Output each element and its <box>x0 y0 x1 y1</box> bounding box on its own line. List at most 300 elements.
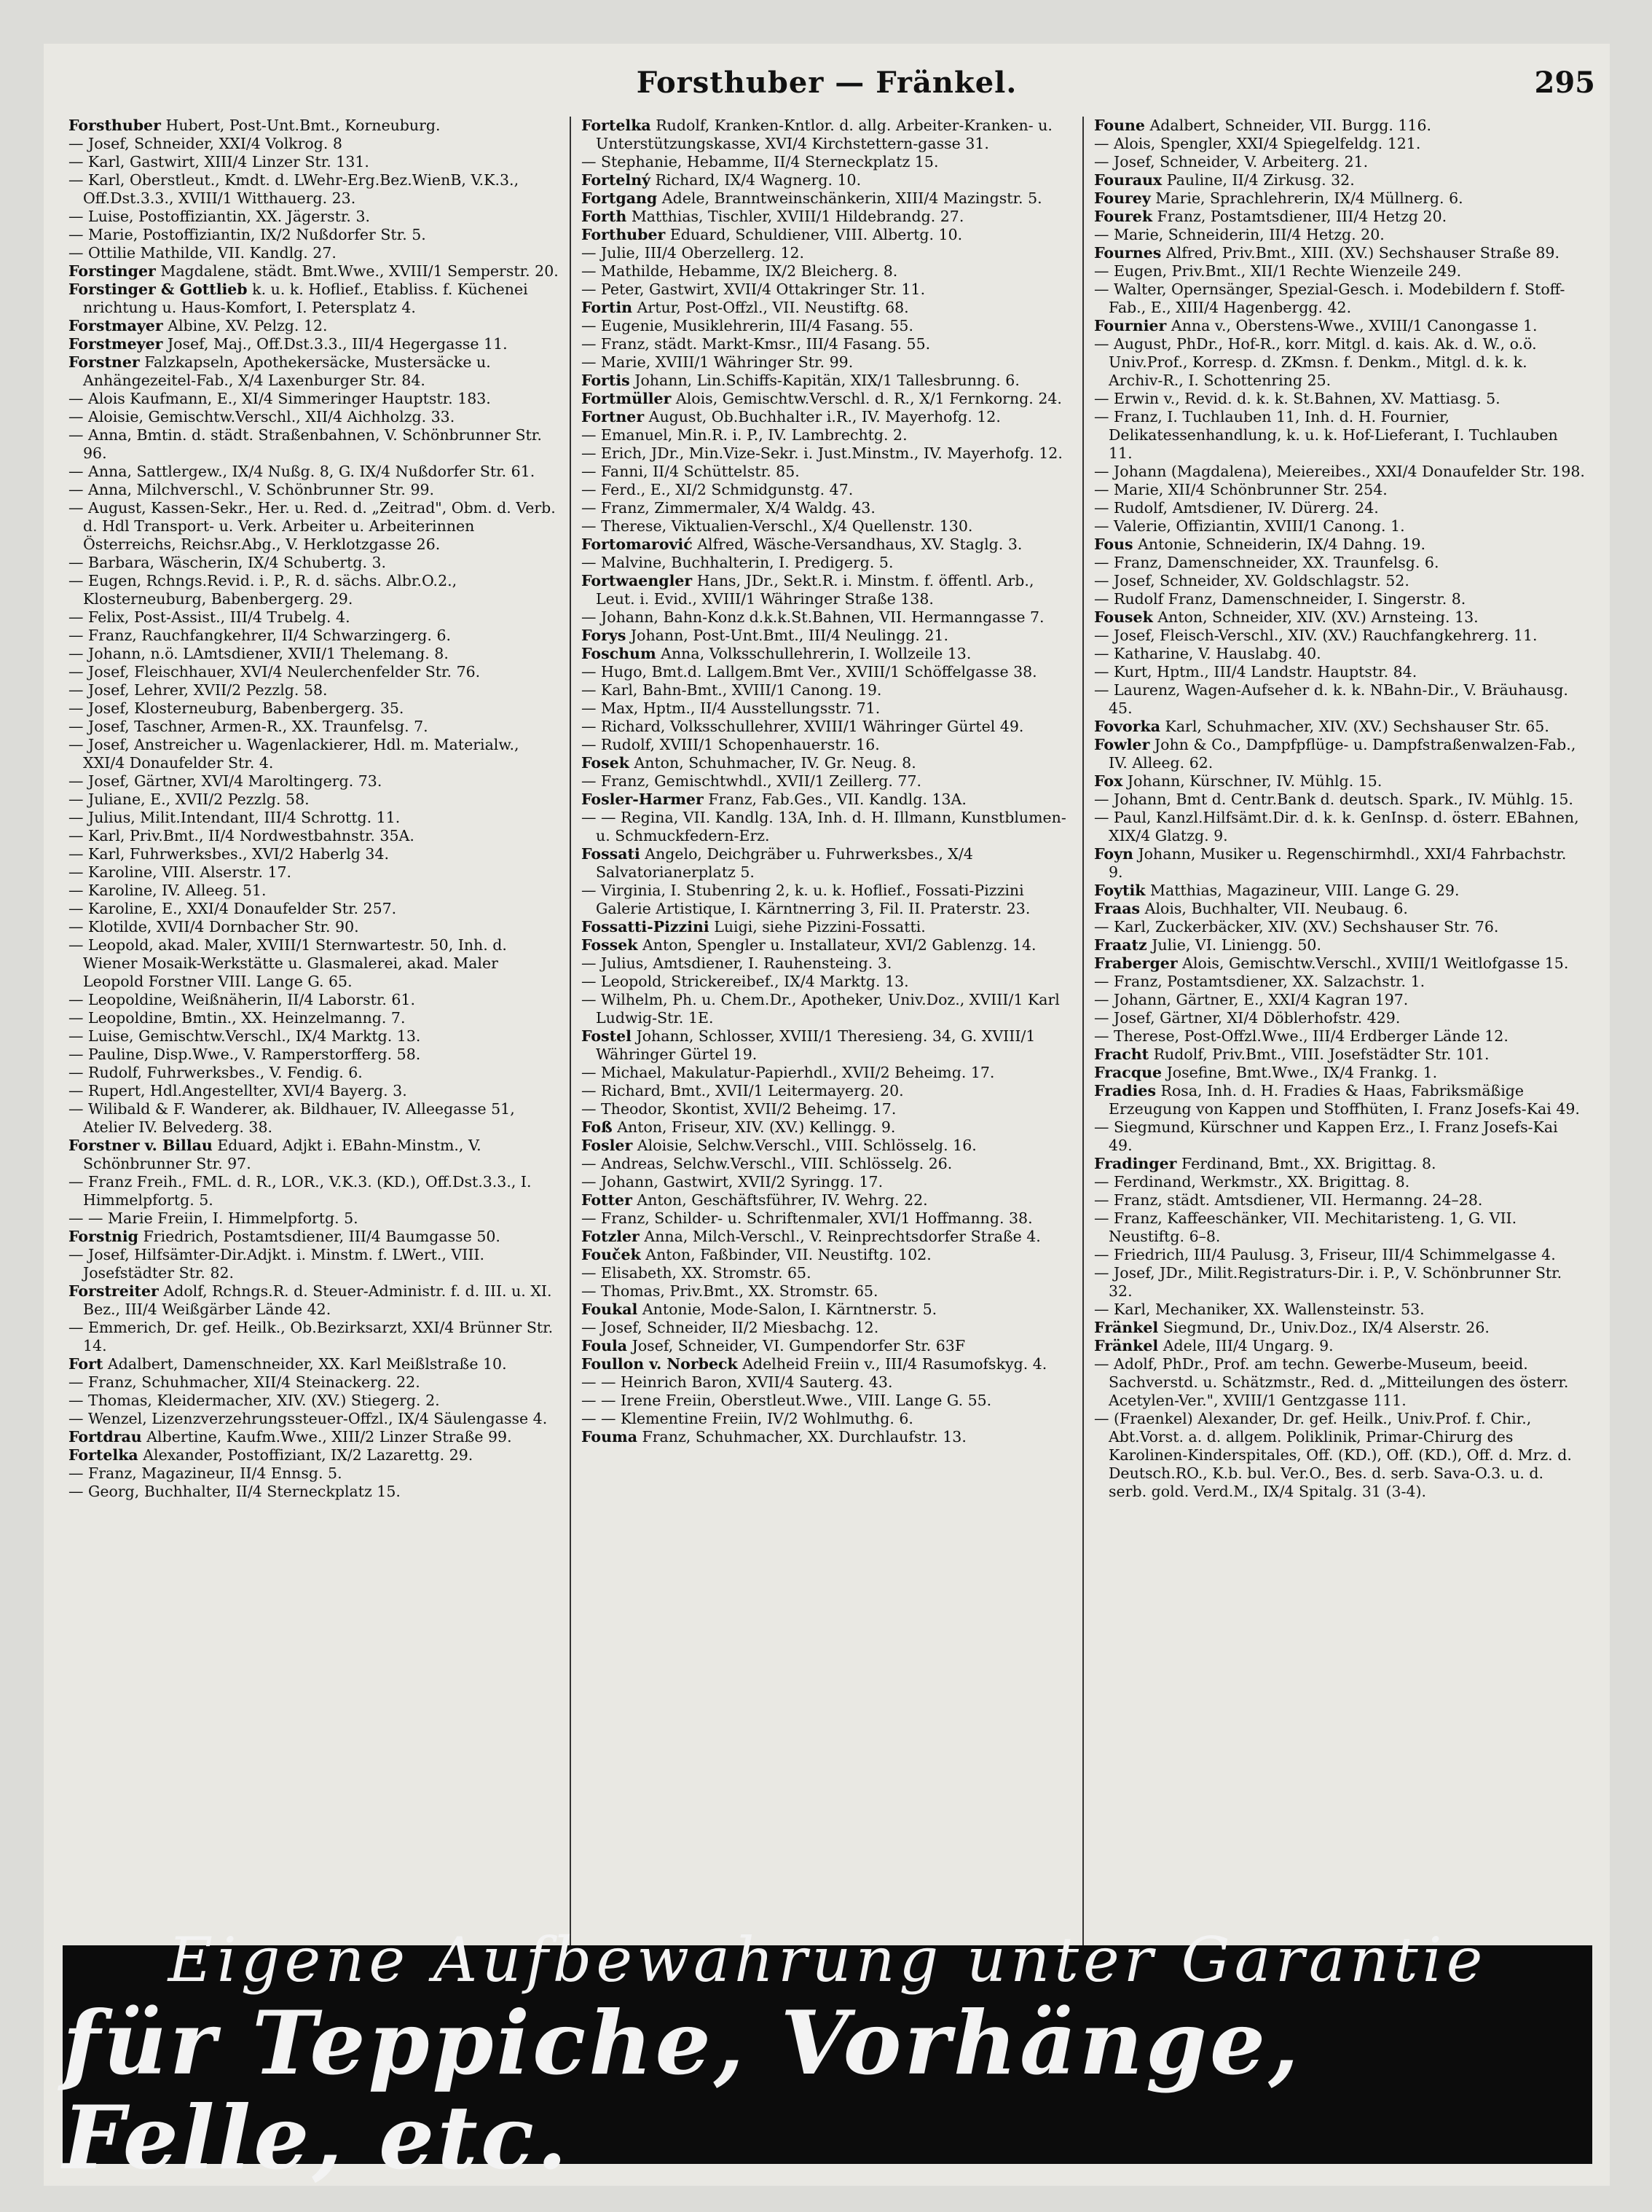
entry-details: — Siegmund, Kürschner und Kappen Erz., I. Franz Josefs-Kai 49. <box>1094 1118 1558 1154</box>
directory-entry <box>581 681 1072 699</box>
entry-details: — Johann (Magdalena), Meiereibes., XXI/4 Donaufelder Str. 198. <box>1094 463 1585 480</box>
entry-details: — Franz, I. Tuchlauben 11, Inh. d. H. Fournier, Delikatessenhandlung, k. u. k. Hof-Lieferant, I. Tuchlauben 11. <box>1094 408 1558 462</box>
directory-entry <box>581 554 1072 572</box>
directory-entry <box>68 1355 559 1373</box>
directory-entry <box>581 663 1072 681</box>
entry-details: — Klotilde, XVII/4 Dornbacher Str. 90. <box>68 918 359 936</box>
directory-entry <box>581 226 1072 244</box>
entry-details: — Johann, Gärtner, E., XXI/4 Kagran 197. <box>1094 991 1409 1008</box>
entry-details: — August, PhDr., Hof-R., korr. Mitgl. d. kais. Ak. d. W., o.ö. Univ.Prof., Korresp. d. ZKmsn. f. Denkm., Mitgl. d. k. k. Archiv-R., I. Schottenring 25. <box>1094 335 1537 389</box>
entry-details: Anton, Friseur, XIV. (XV.) Kellingg. 9. <box>617 1118 896 1136</box>
entry-details: — Franz, Magazineur, II/4 Ennsg. 5. <box>68 1464 342 1482</box>
entry-details: — Barbara, Wäscherin, IX/4 Schubertg. 3. <box>68 554 387 571</box>
entry-details: — Alois, Spengler, XXI/4 Spiegelfeldg. 121. <box>1094 135 1421 152</box>
directory-entry <box>68 809 559 827</box>
entry-details: — Josef, JDr., Milit.Registraturs-Dir. i. P., V. Schönbrunner Str. 32. <box>1094 1264 1562 1300</box>
entry-surname: Forstmayer <box>68 317 163 334</box>
entry-details: — Ottilie Mathilde, VII. Kandlg. 27. <box>68 244 337 262</box>
directory-entry <box>581 372 1072 390</box>
entry-details: — Thomas, Kleidermacher, XIV. (XV.) Stiegerg. 2. <box>68 1392 440 1409</box>
entry-details: — — Regina, VII. Kandlg. 13A, Inh. d. H. Illmann, Kunstblumen- u. Schmuckfedern-Erz. <box>581 809 1066 844</box>
entry-details: — Hugo, Bmt.d. Lallgem.Bmt Ver., XVIII/1 Schöffelgasse 38. <box>581 663 1037 681</box>
directory-entry <box>68 317 559 335</box>
directory-entry <box>1094 390 1585 408</box>
directory-entry <box>581 1355 1072 1373</box>
directory-entry <box>68 499 559 554</box>
entry-details: Anton, Faßbinder, VII. Neustiftg. 102. <box>645 1246 932 1263</box>
directory-entry <box>68 1483 559 1501</box>
entry-surname: Fracque <box>1094 1064 1163 1081</box>
directory-entry <box>1094 554 1585 572</box>
entry-details: — Franz, Rauchfangkehrer, II/4 Schwarzingerg. 6. <box>68 627 452 644</box>
directory-entry <box>581 809 1072 845</box>
directory-entry <box>68 572 559 608</box>
directory-entry <box>1094 208 1585 226</box>
directory-entry <box>1094 408 1585 463</box>
entry-details: — Marie, XII/4 Schönbrunner Str. 254. <box>1094 481 1388 498</box>
directory-entry <box>68 1027 559 1046</box>
entry-details: — Ferd., E., XI/2 Schmidgunstg. 47. <box>581 481 854 498</box>
directory-entry <box>581 718 1072 736</box>
directory-entry <box>68 1137 559 1173</box>
directory-entry <box>68 882 559 900</box>
directory-entry <box>68 827 559 845</box>
entry-details: — Peter, Gastwirt, XVII/4 Ottakringer Str. 11. <box>581 281 926 298</box>
directory-entry <box>68 153 559 171</box>
directory-entry <box>581 1064 1072 1082</box>
directory-entry <box>581 499 1072 517</box>
entry-surname: Fortmüller <box>581 390 672 407</box>
directory-entry <box>1094 1118 1585 1155</box>
entry-surname: Forstinger & Gottlieb <box>68 281 248 298</box>
entry-details: — Franz, städt. Markt-Kmsr., III/4 Fasang. 55. <box>581 335 931 353</box>
directory-entry <box>581 845 1072 882</box>
directory-entry <box>68 135 559 153</box>
entry-details: Marie, Sprachlehrerin, IX/4 Müllnerg. 6. <box>1155 189 1463 207</box>
entry-details: — Juliane, E., XVII/2 Pezzlg. 58. <box>68 791 310 808</box>
entry-surname: Fortelný <box>581 171 651 189</box>
entry-surname: Fortin <box>581 299 633 316</box>
entry-details: — Karl, Priv.Bmt., II/4 Nordwestbahnstr. 35A. <box>68 827 414 844</box>
entry-details: — Anna, Sattlergew., IX/4 Nußg. 8, G. IX/4 Nußdorfer Str. 61. <box>68 463 535 480</box>
entry-details: — Marie, Schneiderin, III/4 Hetzg. 20. <box>1094 226 1385 243</box>
entry-details: — Josef, Schneider, XXI/4 Volkrog. 8 <box>68 135 342 152</box>
entry-details: Aloisie, Selchw.Verschl., VIII. Schlösselg. 16. <box>637 1137 977 1154</box>
directory-entry <box>1094 1173 1585 1191</box>
entry-surname: Fosler-Harmer <box>581 791 704 808</box>
entry-details: — Josef, Gärtner, XI/4 Döblerhofstr. 429. <box>1094 1009 1401 1027</box>
directory-entry <box>581 991 1072 1027</box>
directory-entry <box>581 1173 1072 1191</box>
entry-details: — Josef, Klosterneuburg, Babenbergerg. 35. <box>68 699 404 717</box>
banner-line-1: Eigene Aufbewahrung unter Garantie <box>168 1924 1487 1996</box>
entry-details: — Karl, Mechaniker, XX. Wallensteinstr. 53. <box>1094 1301 1425 1318</box>
entry-surname: Fraas <box>1094 900 1141 917</box>
entry-details: Julie, VI. Liniengg. 50. <box>1152 936 1321 954</box>
entry-details: — Eugenie, Musiklehrerin, III/4 Fasang. 55. <box>581 317 913 334</box>
directory-entry <box>581 1027 1072 1064</box>
entry-details: — Franz, Kaffeeschänker, VII. Mechitaristeng. 1, G. VII. Neustiftg. 6–8. <box>1094 1209 1517 1245</box>
directory-entry <box>581 444 1072 463</box>
directory-entry <box>581 936 1072 954</box>
directory-entry <box>581 645 1072 663</box>
directory-entry <box>68 645 559 663</box>
entry-details: Anton, Spengler u. Installateur, XVI/2 Gablenzg. 14. <box>642 936 1037 954</box>
directory-page <box>44 44 1610 2189</box>
directory-entry <box>581 918 1072 936</box>
entry-details: — Johann, n.ö. LAmtsdiener, XVII/1 Thelemang. 8. <box>68 645 449 662</box>
directory-entry <box>68 481 559 499</box>
entry-surname: Fournes <box>1094 244 1162 262</box>
directory-entry <box>581 882 1072 918</box>
directory-entry <box>581 171 1072 189</box>
directory-entry <box>1094 736 1585 772</box>
directory-entry <box>68 1446 559 1464</box>
entry-details: — Rudolf, Fuhrwerksbes., V. Fendig. 6. <box>68 1064 363 1081</box>
entry-details: — Mathilde, Hebamme, IX/2 Bleicherg. 8. <box>581 262 898 280</box>
directory-entry <box>68 1064 559 1082</box>
directory-entry <box>1094 608 1585 627</box>
entry-surname: Fourey <box>1094 189 1151 207</box>
directory-entry <box>68 1046 559 1064</box>
entry-details: Josefine, Bmt.Wwe., IX/4 Frankg. 1. <box>1166 1064 1438 1081</box>
entry-details: — Josef, Fleischhauer, XVI/4 Neulerchenfelder Str. 76. <box>68 663 481 681</box>
directory-entry <box>581 117 1072 153</box>
column-right <box>1082 117 1595 1945</box>
directory-entry <box>68 608 559 627</box>
directory-entry <box>581 299 1072 317</box>
directory-entry <box>581 244 1072 262</box>
entry-details: — Karoline, E., XXI/4 Donaufelder Str. 257. <box>68 900 397 917</box>
entry-surname: Fränkel <box>1094 1337 1159 1354</box>
directory-entry <box>581 1082 1072 1100</box>
column-middle <box>570 117 1082 1945</box>
entry-details: Johann, Musiker u. Regenschirmhdl., XXI/4 Fahrbachstr. 9. <box>1109 845 1567 881</box>
entry-details: — Josef, Fleisch-Verschl., XIV. (XV.) Rauchfangkehrerg. 11. <box>1094 627 1538 644</box>
entry-details: Johann, Kürschner, IV. Mühlg. 15. <box>1127 772 1382 790</box>
entry-surname: Forthuber <box>581 226 666 243</box>
entry-details: Josef, Schneider, VI. Gumpendorfer Str. 63F <box>632 1337 966 1354</box>
entry-details: Anna, Milch-Verschl., V. Reinprechtsdorfer Straße 4. <box>644 1228 1041 1245</box>
directory-entry <box>581 572 1072 608</box>
running-title: Forsthuber — Fränkel. <box>636 66 1018 100</box>
directory-entry <box>1094 681 1585 718</box>
entry-details: — Johann, Gastwirt, XVII/2 Syringg. 17. <box>581 1173 884 1191</box>
entry-surname: Fortdrau <box>68 1428 142 1446</box>
entry-details: — (Fraenkel) Alexander, Dr. gef. Heilk., Univ.Prof. f. Chir., Abt.Vorst. a. d. allgem. Poliklinik, Primar-Chirurg des Karolinen-Kinderspitales, Off. (KD.), Off. (KD.), Off. d. Mrz. d. Deutsch.RO., K.b. bul. Ver.O., Bes. d. serb. Sava-O.3. u. d. serb. gold. Verd.M., IX/4 Spitalg. 31 (3-4). <box>1094 1410 1572 1500</box>
entry-details: — — Marie Freiin, I. Himmelpfortg. 5. <box>68 1209 358 1227</box>
directory-entry <box>68 171 559 208</box>
directory-entry <box>1094 135 1585 153</box>
directory-entry <box>581 1209 1072 1228</box>
directory-entry <box>581 1319 1072 1337</box>
directory-entry <box>581 536 1072 554</box>
entry-details: — Julie, III/4 Oberzellerg. 12. <box>581 244 805 262</box>
entry-details: Adalbert, Schneider, VII. Burgg. 116. <box>1149 117 1432 134</box>
directory-entry <box>581 1155 1072 1173</box>
directory-entry <box>1094 1301 1585 1319</box>
directory-entry <box>68 718 559 736</box>
directory-entry <box>1094 244 1585 262</box>
directory-entry <box>68 1246 559 1282</box>
directory-entry <box>581 517 1072 536</box>
directory-entry <box>1094 791 1585 809</box>
directory-entry <box>68 1100 559 1137</box>
entry-details: — Rudolf Franz, Damenschneider, I. Singerstr. 8. <box>1094 590 1466 608</box>
directory-entry <box>581 736 1072 754</box>
entry-details: John & Co., Dampfpflüge- u. Dampfstraßenwalzen-Fab., IV. Alleeg. 62. <box>1109 736 1576 772</box>
directory-entry <box>68 627 559 645</box>
directory-entry <box>1094 882 1585 900</box>
entry-details: Falzkapseln, Apothekersäcke, Mustersäcke u. Anhängezeitel-Fab., X/4 Laxenburger Str. 84. <box>83 353 491 389</box>
advertisement-banner <box>63 1924 1592 2189</box>
entry-surname: Fotter <box>581 1191 632 1209</box>
entry-details: — — Irene Freiin, Oberstleut.Wwe., VIII. Lange G. 55. <box>581 1392 992 1409</box>
entry-details: — Friedrich, III/4 Paulusg. 3, Friseur, III/4 Schimmelgasse 4. <box>1094 1246 1556 1263</box>
entry-details: — Richard, Bmt., XVII/1 Leitermayerg. 20. <box>581 1082 904 1099</box>
entry-details: Anton, Schneider, XIV. (XV.) Arnsteing. 13. <box>1157 608 1479 626</box>
entry-surname: Fradies <box>1094 1082 1156 1099</box>
entry-details: — Pauline, Disp.Wwe., V. Ramperstorfferg. 58. <box>68 1046 421 1063</box>
entry-details: — Leopoldine, Weißnäherin, II/4 Laborstr. 61. <box>68 991 416 1008</box>
entry-surname: Forys <box>581 627 626 644</box>
directory-entry <box>68 918 559 936</box>
entry-details: Angelo, Deichgräber u. Fuhrwerksbes., X/4 Salvatorianerplatz 5. <box>596 845 973 881</box>
directory-entry <box>1094 1082 1585 1118</box>
directory-entry <box>68 335 559 353</box>
entry-details: — — Heinrich Baron, XVII/4 Sauterg. 43. <box>581 1373 893 1391</box>
directory-entry <box>68 681 559 699</box>
entry-surname: Fowler <box>1094 736 1150 753</box>
entry-details: — Leopoldine, Bmtin., XX. Heinzelmanng. 7. <box>68 1009 406 1027</box>
entry-details: — Rudolf, Amtsdiener, IV. Dürerg. 24. <box>1094 499 1379 517</box>
directory-entry <box>581 408 1072 426</box>
entry-surname: Fraberger <box>1094 954 1178 972</box>
entry-surname: Fossek <box>581 936 638 954</box>
entry-surname: Fradinger <box>1094 1155 1177 1172</box>
entry-details: — Aloisie, Gemischtw.Verschl., XII/4 Aichholzg. 33. <box>68 408 455 425</box>
directory-entry <box>1094 517 1585 536</box>
entry-details: — Paul, Kanzl.Hilfsämt.Dir. d. k. k. GenInsp. d. österr. EBahnen, XIX/4 Glatzg. 9. <box>1094 809 1579 844</box>
entry-details: — Julius, Milit.Intendant, III/4 Schrottg. 11. <box>68 809 401 826</box>
directory-entry <box>1094 1319 1585 1337</box>
directory-entry <box>1094 718 1585 736</box>
entry-details: Alfred, Wäsche-Versandhaus, XV. Staglg. 3. <box>697 536 1023 553</box>
entry-details: — Wilhelm, Ph. u. Chem.Dr., Apotheker, Univ.Doz., XVIII/1 Karl Ludwig-Str. 1E. <box>581 991 1060 1027</box>
directory-entry <box>1094 900 1585 918</box>
directory-entry <box>581 1428 1072 1446</box>
entry-details: — Josef, Schneider, V. Arbeiterg. 21. <box>1094 153 1369 170</box>
directory-entry <box>581 353 1072 372</box>
directory-entry <box>68 426 559 463</box>
directory-entry <box>581 1301 1072 1319</box>
directory-entry <box>1094 499 1585 517</box>
entry-surname: Fortwaengler <box>581 572 693 589</box>
directory-entry <box>68 463 559 481</box>
directory-entry <box>1094 1264 1585 1301</box>
entry-details: Anna v., Oberstens-Wwe., XVIII/1 Canongasse 1. <box>1171 317 1538 334</box>
entry-surname: Forstner v. Billau <box>68 1137 213 1154</box>
directory-entry <box>581 1264 1072 1282</box>
entry-details: Friedrich, Postamtsdiener, III/4 Baumgasse 50. <box>143 1228 500 1245</box>
entry-surname: Foschum <box>581 645 656 662</box>
entry-details: Hans, JDr., Sekt.R. i. Minstm. f. öffentl. Arb., Leut. i. Evid., XVIII/1 Währinger Straße 138. <box>596 572 1034 608</box>
directory-entry <box>1094 1155 1585 1173</box>
entry-details: — Franz, Gemischtwhdl., XVII/1 Zeillerg. 77. <box>581 772 922 790</box>
entry-details: Alfred, Priv.Bmt., XIII. (XV.) Sechshauser Straße 89. <box>1165 244 1559 262</box>
directory-entry <box>1094 335 1585 390</box>
directory-entry <box>1094 1064 1585 1082</box>
directory-entry <box>581 608 1072 627</box>
entry-details: Anton, Geschäftsführer, IV. Wehrg. 22. <box>637 1191 928 1209</box>
entry-details: — Karoline, IV. Alleeg. 51. <box>68 882 267 899</box>
entry-details: — Karl, Bahn-Bmt., XVIII/1 Canong. 19. <box>581 681 882 699</box>
entry-surname: Forsthuber <box>68 117 161 134</box>
entry-surname: Foula <box>581 1337 628 1354</box>
entry-details: Magdalene, städt. Bmt.Wwe., XVIII/1 Semperstr. 20. <box>160 262 559 280</box>
entry-surname: Fourek <box>1094 208 1153 225</box>
entry-details: Matthias, Tischler, XVIII/1 Hildebrandg. 27. <box>631 208 964 225</box>
entry-details: — Valerie, Offiziantin, XVIII/1 Canong. 1. <box>1094 517 1405 535</box>
directory-entry <box>68 1009 559 1027</box>
entry-details: — Johann, Bmt d. Centr.Bank d. deutsch. Spark., IV. Mühlg. 15. <box>1094 791 1573 808</box>
directory-entry <box>68 117 559 135</box>
entry-surname: Fracht <box>1094 1046 1149 1063</box>
entry-details: — Franz, Zimmermaler, X/4 Waldg. 43. <box>581 499 876 517</box>
entry-details: — Elisabeth, XX. Stromstr. 65. <box>581 1264 811 1282</box>
entry-details: Artur, Post-Offzl., VII. Neustiftg. 68. <box>637 299 909 316</box>
directory-entry <box>1094 772 1585 791</box>
directory-entry <box>68 772 559 791</box>
directory-entry <box>68 390 559 408</box>
entry-surname: Foune <box>1094 117 1145 134</box>
directory-entry <box>581 699 1072 718</box>
entry-surname: Fouček <box>581 1246 641 1263</box>
entry-details: Rosa, Inh. d. H. Fradies & Haas, Fabriksmäßige Erzeugung von Kappen und Stoffhüten, I. Franz Josefs-Kai 49. <box>1109 1082 1580 1118</box>
directory-entry <box>1094 117 1585 135</box>
directory-entry <box>581 1373 1072 1392</box>
directory-entry <box>581 1246 1072 1264</box>
page-number: 295 <box>1534 66 1595 100</box>
entry-details: Johann, Lin.Schiffs-Kapitän, XIX/1 Tallesbrunng. 6. <box>634 372 1020 389</box>
directory-entry <box>1094 845 1585 882</box>
directory-entry <box>68 262 559 281</box>
directory-entry <box>68 353 559 390</box>
directory-entry <box>1094 1191 1585 1209</box>
entry-details: Alois, Gemischtw.Verschl., XVIII/1 Weitlofgasse 15. <box>1182 954 1569 972</box>
entry-details: — Josef, Schneider, II/2 Miesbachg. 12. <box>581 1319 879 1336</box>
directory-entry <box>1094 171 1585 189</box>
directory-entry <box>1094 918 1585 936</box>
entry-details: — Felix, Post-Assist., III/4 Trubelg. 4. <box>68 608 350 626</box>
directory-entry <box>1094 991 1585 1009</box>
entry-details: — Kurt, Hptm., III/4 Landstr. Hauptstr. 84. <box>1094 663 1417 681</box>
entry-surname: Fovorka <box>1094 718 1160 735</box>
directory-entry <box>68 991 559 1009</box>
directory-entry <box>581 791 1072 809</box>
directory-entry <box>581 481 1072 499</box>
directory-entry <box>1094 1209 1585 1246</box>
entry-details: Karl, Schuhmacher, XIV. (XV.) Sechshauser Str. 65. <box>1165 718 1549 735</box>
entry-details: — Laurenz, Wagen-Aufseher d. k. k. NBahn-Dir., V. Bräuhausg. 45. <box>1094 681 1568 717</box>
entry-details: — Walter, Opernsänger, Spezial-Gesch. i. Modebildern f. Stoff-Fab., E., XIII/4 Hagenbergg. 42. <box>1094 281 1565 316</box>
entry-surname: Fortelka <box>581 117 651 134</box>
entry-details: Franz, Postamtsdiener, III/4 Hetzg 20. <box>1157 208 1447 225</box>
entry-details: — Anna, Bmtin. d. städt. Straßenbahnen, V. Schönbrunner Str. 96. <box>68 426 542 462</box>
directory-entry <box>581 973 1072 991</box>
directory-entry <box>581 189 1072 208</box>
directory-entry <box>68 1319 559 1355</box>
directory-entry <box>68 281 559 317</box>
entry-details: — Josef, Anstreicher u. Wagenlackierer, Hdl. m. Materialw., XXI/4 Donaufelder Str. 4. <box>68 736 519 772</box>
directory-entry <box>1094 226 1585 244</box>
directory-entry <box>1094 317 1585 335</box>
entry-details: Eduard, Adjkt i. EBahn-Minstm., V. Schönbrunner Str. 97. <box>83 1137 481 1172</box>
directory-entry <box>68 1228 559 1246</box>
entry-details: — Therese, Post-Offzl.Wwe., III/4 Erdberger Lände 12. <box>1094 1027 1509 1045</box>
entry-details: — Georg, Buchhalter, II/4 Sterneckplatz 15. <box>68 1483 401 1500</box>
entry-details: — Karl, Oberstleut., Kmdt. d. LWehr-Erg.Bez.WienB, V.K.3., Off.Dst.3.3., XVIII/1 Witthauerg. 23. <box>68 171 519 207</box>
directory-entry <box>68 1392 559 1410</box>
entry-details: — Karl, Zuckerbäcker, XIV. (XV.) Sechshauser Str. 76. <box>1094 918 1499 936</box>
entry-details: — Ferdinand, Werkmstr., XX. Brigittag. 8. <box>1094 1173 1410 1191</box>
entry-details: — Theodor, Skontist, XVII/2 Beheimg. 17. <box>581 1100 897 1118</box>
directory-entry <box>1094 463 1585 481</box>
entry-surname: Fortomarović <box>581 536 693 553</box>
entry-surname: Foytik <box>1094 882 1146 899</box>
entry-details: — Wenzel, Lizenzverzehrungssteuer-Offzl., IX/4 Säulengasse 4. <box>68 1410 548 1427</box>
entry-surname: Fortgang <box>581 189 658 207</box>
entry-details: Rudolf, Priv.Bmt., VIII. Josefstädter Str. 101. <box>1153 1046 1490 1063</box>
entry-details: — Katharine, V. Hauslabg. 40. <box>1094 645 1321 662</box>
directory-entry <box>1094 1246 1585 1264</box>
entry-surname: Fossati <box>581 845 640 863</box>
directory-entry <box>68 863 559 882</box>
page-header <box>44 66 1610 117</box>
directory-entry <box>68 699 559 718</box>
directory-entry <box>581 1100 1072 1118</box>
directory-entry <box>581 1118 1072 1137</box>
entry-details: — Johann, Bahn-Konz d.k.k.St.Bahnen, VII. Hermanngasse 7. <box>581 608 1045 626</box>
entry-details: — Karl, Fuhrwerksbes., XVI/2 Haberlg 34. <box>68 845 390 863</box>
directory-entry <box>1094 663 1585 681</box>
entry-details: — Josef, Lehrer, XVII/2 Pezzlg. 58. <box>68 681 328 699</box>
entry-details: Antonie, Mode-Salon, I. Kärntnerstr. 5. <box>642 1301 937 1318</box>
directory-entry <box>1094 973 1585 991</box>
entry-surname: Fossatti-Pizzini <box>581 918 709 936</box>
entry-details: — Franz, Postamtsdiener, XX. Salzachstr. 1. <box>1094 973 1425 990</box>
directory-entry <box>1094 189 1585 208</box>
directory-entry <box>581 954 1072 973</box>
entry-details: Albertine, Kaufm.Wwe., XIII/2 Linzer Straße 99. <box>146 1428 512 1446</box>
directory-entry <box>68 845 559 863</box>
column-left <box>58 117 570 1945</box>
directory-entry <box>1094 1046 1585 1064</box>
entry-details: — Thomas, Priv.Bmt., XX. Stromstr. 65. <box>581 1282 878 1300</box>
directory-entry <box>1094 1337 1585 1355</box>
entry-details: Richard, IX/4 Wagnerg. 10. <box>655 171 862 189</box>
directory-entry <box>581 390 1072 408</box>
entry-details: — Rudolf, XVIII/1 Schopenhauerstr. 16. <box>581 736 880 753</box>
entry-surname: Fousek <box>1094 608 1153 626</box>
entry-surname: Fouma <box>581 1428 637 1446</box>
entry-details: k. u. k. Hoflief., Etabliss. f. Küchenei nrichtung u. Haus-Komfort, I. Petersplatz 4. <box>83 281 528 316</box>
directory-entry <box>1094 627 1585 645</box>
entry-details: — Josef, Hilfsämter-Dir.Adjkt. i. Minstm. f. LWert., VIII. Josefstädter Str. 82. <box>68 1246 485 1282</box>
entry-details: — Franz, Schuhmacher, XII/4 Steinackerg. 22. <box>68 1373 420 1391</box>
entry-details: Franz, Fab.Ges., VII. Kandlg. 13A. <box>708 791 967 808</box>
entry-surname: Forstmeyer <box>68 335 163 353</box>
